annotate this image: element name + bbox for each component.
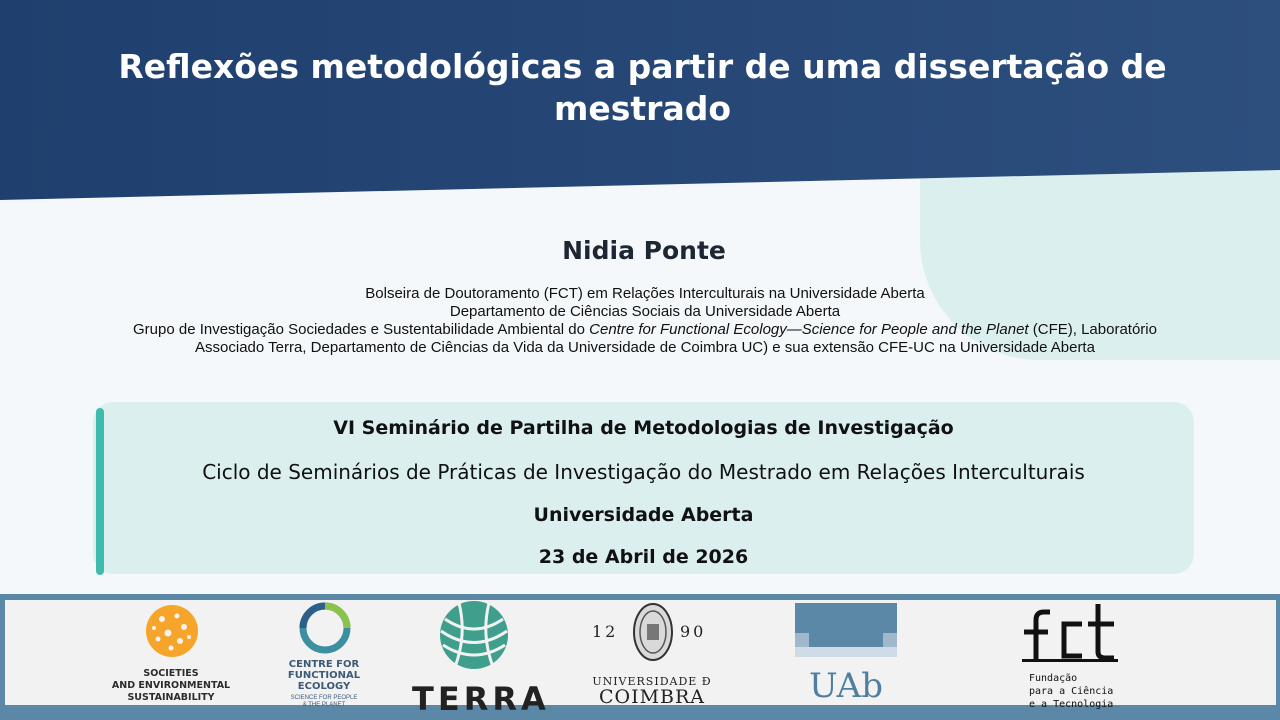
affiliation-line-1: Bolseira de Doutoramento (FCT) em Relações Interculturais na Universidade Aberta (365, 285, 925, 302)
title-line-2: mestrado (553, 89, 732, 128)
title-line-1: Reflexões metodológicas a partir de uma dissertação de (118, 47, 1167, 86)
coimbra-seal-icon (632, 602, 674, 662)
cfe-logo-icon (297, 600, 353, 656)
affiliation-line-3 (90, 321, 1200, 339)
terra-logo-icon (437, 599, 511, 671)
ses-line-2: AND ENVIRONMENTAL (111, 680, 231, 691)
cfe-logo-text (283, 659, 365, 692)
coimbra-year-right: 90 (680, 622, 707, 641)
uab-logo-text: UAb (809, 666, 883, 706)
fct-line-2: para a Ciência (1029, 686, 1114, 697)
affiliation-line-4: Associado Terra, Departamento de Ciências da Vida da Universidade de Coimbra UC) e sua extensão CFE-UC na Universidade Aberta (195, 339, 1095, 356)
author-name: Nidia Ponte (562, 236, 726, 265)
affiliation-line-3-italic: Centre for Functional Ecology—Science for People and the Planet (589, 321, 1029, 338)
fct-logo-icon (1022, 602, 1118, 664)
slide-title (60, 46, 1225, 130)
affiliation-line-3-suffix: (CFE), Laboratório (1028, 321, 1157, 338)
fct-line-3: e a Tecnologia (1029, 699, 1114, 710)
cfe-line-2: FUNCTIONAL (287, 670, 361, 681)
affiliation-line-3-prefix: Grupo de Investigação Sociedades e Sustentabilidade Ambiental do (133, 321, 590, 338)
affiliation-line-2: Departamento de Ciências Sociais da Universidade Aberta (449, 303, 841, 320)
terra-logo-text: TERRA (412, 680, 550, 718)
fct-line-1: Fundação (1029, 673, 1078, 684)
cfe-tagline-2: & THE PLANET (302, 702, 346, 708)
ses-logo-icon (144, 603, 200, 659)
cfe-line-1: CENTRE FOR (288, 659, 360, 670)
seminar-cycle: Ciclo de Seminários de Práticas de Investigação do Mestrado em Relações Interculturais (202, 460, 1085, 484)
seminar-title: VI Seminário de Partilha de Metodologias de Investigação (333, 417, 954, 439)
coimbra-line-1: UNIVERSIDADE Ð (592, 675, 712, 688)
ses-line-1: SOCIETIES (143, 668, 199, 679)
uab-logo-icon (795, 603, 897, 657)
cfe-line-3: ECOLOGY (297, 681, 351, 692)
fct-logo-text (1029, 672, 1113, 711)
seminar-institution: Universidade Aberta (533, 504, 754, 526)
cfe-tagline-1: SCIENCE FOR PEOPLE (290, 695, 358, 701)
ses-line-3: SUSTAINABILITY (127, 692, 215, 703)
seminar-date: 23 de Abril de 2026 (538, 546, 749, 568)
cfe-tagline (283, 695, 365, 709)
coimbra-line-2: COIMBRA (598, 686, 706, 708)
author-affiliation (90, 285, 1200, 357)
coimbra-year-left: 12 (592, 622, 619, 641)
ses-logo-text (106, 668, 236, 704)
